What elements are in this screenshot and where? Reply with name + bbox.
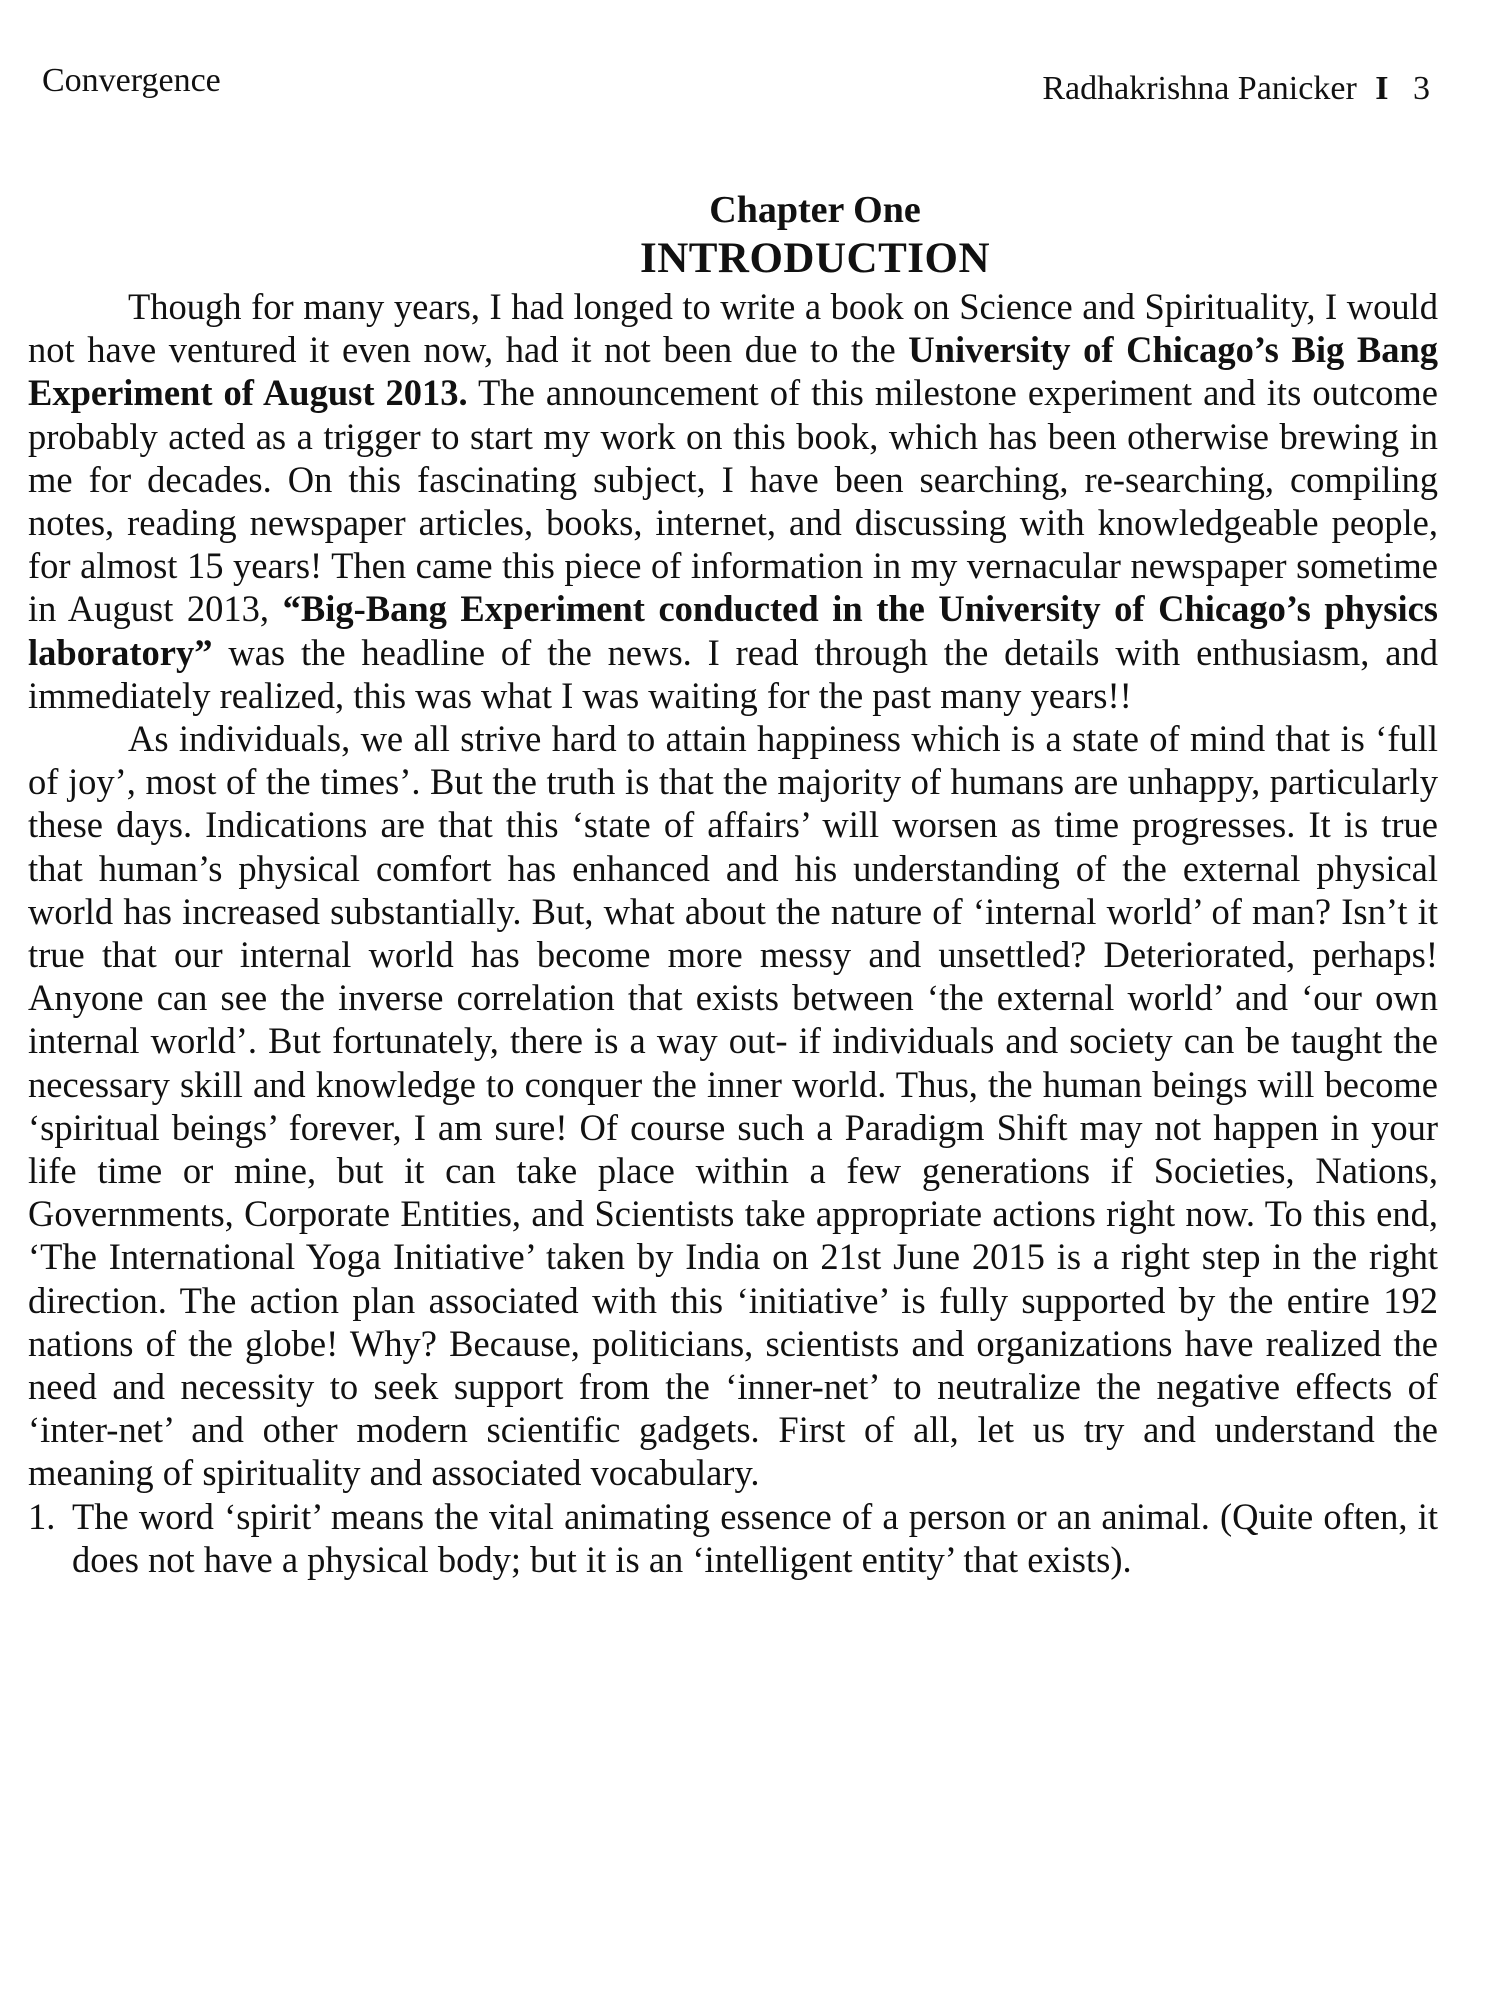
body-text (28, 285, 1438, 1581)
paragraph-1 (28, 285, 1438, 717)
author-name: Radhakrishna Panicker (1042, 70, 1357, 107)
definition-list (28, 1495, 1438, 1581)
paragraph-2: As individuals, we all strive hard to attain happiness which is a state of mind that is ‘full of joy’, most of the times’. But the truth is that the majority of humans are unhappy, particularly these days. Indications are that this ‘state of affairs’ will worsen as time progresses. It is true that human’s physical comfort has enhanced and his understanding of the external physical world has increased substantially. But, what about the nature of ‘internal world’ of man? Isn’t it true that our internal world has become more messy and unsettled? Deteriorated, perhaps! Anyone can see the inverse correlation that exists between ‘the external world’ and ‘our own internal world’. But fortunately, there is a way out- if individuals and society can be taught the necessary skill and knowledge to conquer the inner world. Thus, the human beings will become ‘spiritual beings’ forever, I am sure! Of course such a Paradigm Shift may not happen in your life time or mine, but it can take place within a few generations if Societies, Nations, Governments, Corporate Entities, and Scientists take appropriate actions right now. To this end, ‘The International Yoga Initiative’ taken by India on 21st June 2015 is a right step in the right direction. The action plan associated with this ‘initiative’ is fully supported by the entire 192 nations of the globe! Why? Because, politicians, scientists and organizations have realized the need and necessity to seek support from the ‘inner-net’ to neutralize the negative effects of ‘inter-net’ and other modern scientific gadgets. First of all, let us try and understand the meaning of spirituality and associated vocabulary. (28, 718, 1438, 1494)
list-item (28, 1495, 1438, 1581)
paragraph-1-text-c: was the headline of the news. I read through the details with enthusiasm, and immediately realized, this was what I was waiting for the past many years!! (28, 631, 1438, 716)
paragraph-1-text-b: The announcement of this milestone experiment and its outcome probably acted as a trigger to start my work on this book, which has been otherwise brewing in me for decades. On this fascinating subject, I have been searching, re-searching, compiling notes, reading newspaper articles, books, internet, and discussing with knowledgeable people, for almost 15 years! Then came this piece of information in my vernacular newspaper sometime in August 2013, (28, 372, 1438, 630)
list-item-number: 1. (28, 1495, 56, 1537)
header-separator: I (1375, 70, 1389, 107)
running-header (42, 62, 1430, 107)
author-and-page (1042, 70, 1430, 108)
paragraph-1-bold-a: University of Chicago’s Big Bang Experiment of August 2013. (28, 329, 1438, 414)
book-title: Convergence (42, 62, 221, 99)
page-number: 3 (1413, 70, 1430, 107)
chapter-label: Chapter One (709, 189, 921, 231)
paragraph-1-text-a: Though for many years, I had longed to write a book on Science and Spirituality, I would not have ventured it even now, had it not been due to the (28, 286, 1438, 371)
paragraph-1-bold-b: “Big-Bang Experiment conducted in the University of Chicago’s physics laboratory” (28, 588, 1438, 673)
chapter-title: INTRODUCTION (639, 235, 991, 282)
list-item-text: The word ‘spirit’ means the vital animating essence of a person or an animal. (Quite often, it does not have a physical body; but it is an ‘intelligent entity’ that exists). (72, 1495, 1438, 1580)
